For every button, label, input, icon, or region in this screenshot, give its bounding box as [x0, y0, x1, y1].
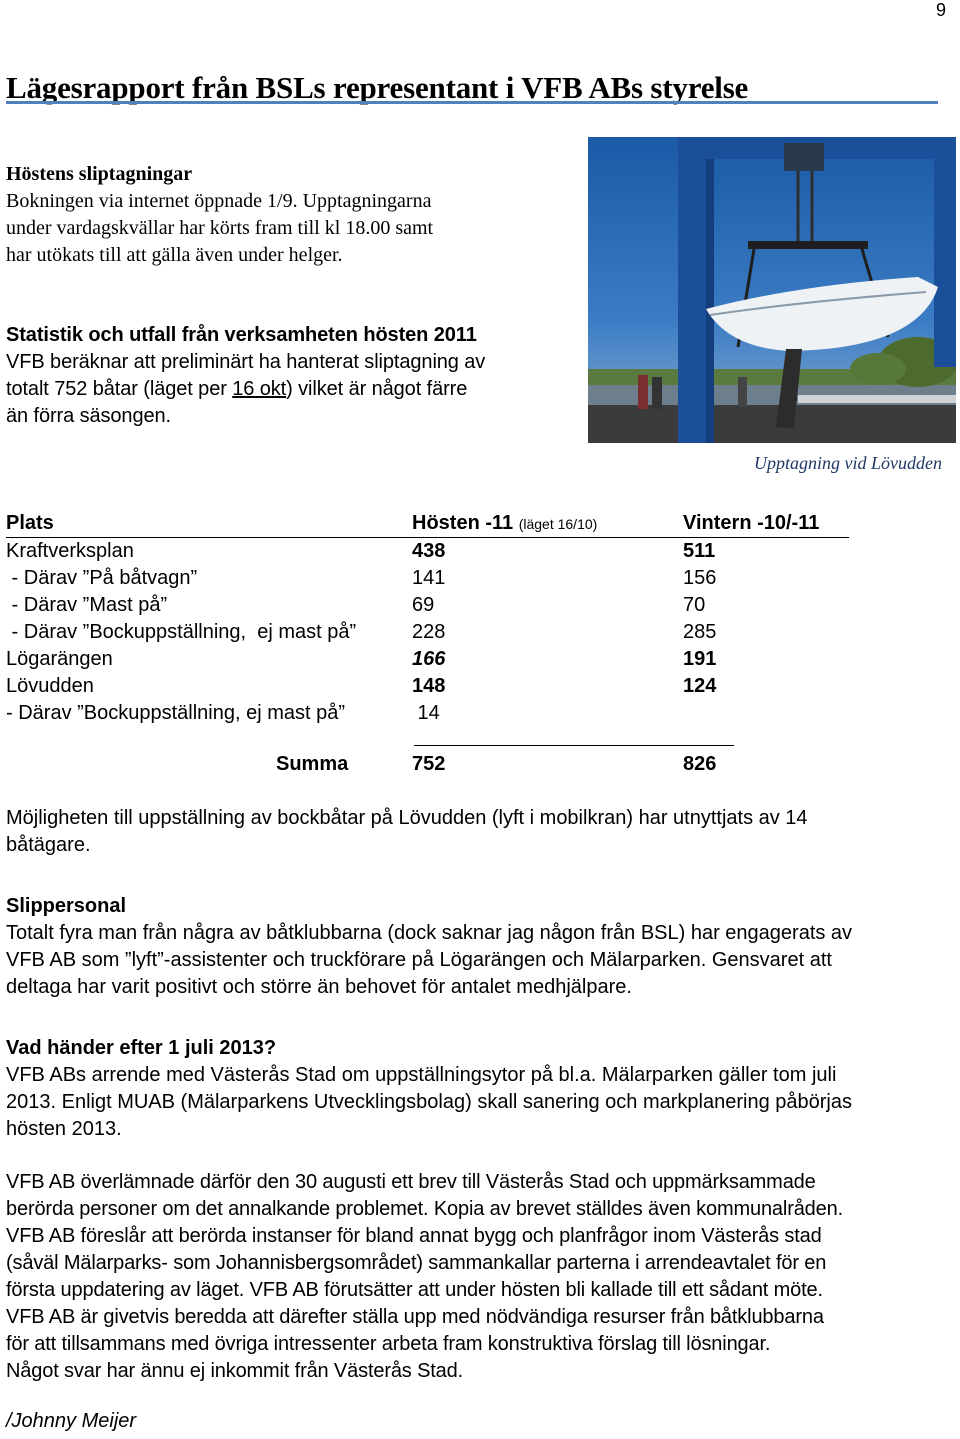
- header-hosten-note: (läget 16/10): [518, 516, 598, 532]
- paragraph-line: 2013. Enligt MUAB (Mälarparkens Utvecklingsbolag) skall sanering och markplanering påbörjas: [6, 1091, 852, 1113]
- cell-hosten: 69: [412, 594, 435, 616]
- paragraph-line: under vardagskvällar har körts fram till kl 18.00 samt: [6, 217, 434, 239]
- paragraph-line: hösten 2013.: [6, 1118, 122, 1140]
- section-statistik: [6, 322, 485, 430]
- underlined-date: 16 okt: [232, 378, 287, 400]
- paragraph-line: VFB AB föreslår att berörda instanser för bland annat bygg och planfrågor inom Västerås stad: [6, 1225, 822, 1247]
- paragraph-line: VFB ABs arrende med Västerås Stad om uppställningsytor på bl.a. Mälarparken gäller tom juli: [6, 1064, 837, 1086]
- section-heading: Statistik och utfall från verksamheten hösten 2011: [6, 324, 477, 346]
- section-heading: Vad händer efter 1 juli 2013?: [6, 1037, 277, 1059]
- boat-crane-illustration: [588, 137, 956, 443]
- paragraph-line: har utökats till att gälla även under helger.: [6, 244, 343, 266]
- table-header: [6, 510, 849, 538]
- header-vintern: Vintern -10/-11: [683, 512, 820, 534]
- paragraph-line: än förra säsongen.: [6, 405, 171, 427]
- paragraph-line: VFB AB är givetvis beredda att därefter ställa upp med nödvändiga resurser från båtklubbarna: [6, 1306, 824, 1328]
- paragraph-line: VFB AB överlämnade därför den 30 augusti ett brev till Västerås Stad och uppmärksammade: [6, 1171, 816, 1193]
- section-slip: [6, 161, 433, 269]
- cell-plats: Lövudden: [6, 675, 94, 697]
- text-span: ) vilket är något färre: [286, 378, 468, 400]
- sum-vintern: 826: [683, 753, 717, 775]
- paragraph-line: för att tillsammans med övriga intressenter arbeta fram konstruktiva förslag till lösningar.: [6, 1333, 771, 1355]
- table-row: [6, 565, 906, 592]
- cell-hosten: 438: [412, 540, 446, 562]
- boat-lift-photo: [588, 137, 956, 443]
- section-heading: Höstens sliptagningar: [6, 163, 193, 185]
- paragraph-line: VFB beräknar att preliminärt ha hanterat sliptagning av: [6, 351, 486, 373]
- paragraph-line: Möjligheten till uppställning av bockbåtar på Lövudden (lyft i mobilkran) har utnyttjats av 14: [6, 807, 808, 829]
- photo-caption: Upptagning vid Lövudden: [754, 453, 942, 473]
- page-number: 9: [935, 0, 946, 20]
- paragraph-line: Något svar har ännu ej inkommit från Västerås Stad.: [6, 1360, 464, 1382]
- table-row: [6, 646, 906, 673]
- sum-hosten: 752: [412, 753, 446, 775]
- section-heading: Slippersonal: [6, 895, 127, 917]
- cell-vintern: 191: [683, 648, 717, 670]
- cell-vintern: 156: [683, 567, 717, 589]
- paragraph-line: VFB AB som ”lyft”-assistenter och truckförare på Lögarängen och Mälarparken. Gensvaret att: [6, 949, 832, 971]
- header-hosten-label: Hösten -11: [412, 512, 519, 534]
- cell-vintern: 285: [683, 621, 717, 643]
- table-row: [6, 619, 906, 646]
- header-plats: Plats: [6, 512, 54, 534]
- cell-plats: - Därav ”Mast på”: [6, 594, 168, 616]
- paragraph-line: deltaga har varit positivt och större än behovet för antalet medhjälpare.: [6, 976, 632, 998]
- text-span: totalt 752 båtar (läget per: [6, 378, 233, 400]
- paragraph-line: [6, 376, 485, 403]
- section-slippersonal: [6, 893, 852, 1001]
- table-row: [6, 673, 906, 700]
- table-row: [6, 592, 906, 619]
- paragraph-final: [6, 1169, 843, 1385]
- paragraph-bockbatar: [6, 805, 808, 859]
- paragraph-line: första uppdatering av läget. VFB AB förutsätter att under hösten bli kallade till ett sådant möte.: [6, 1279, 823, 1301]
- cell-plats: Lögarängen: [6, 648, 113, 670]
- cell-hosten: 148: [412, 675, 446, 697]
- paragraph-line: Bokningen via internet öppnade 1/9. Upptagningarna: [6, 190, 432, 212]
- paragraph-line: båtägare.: [6, 834, 91, 856]
- table-sum-row: [6, 751, 906, 778]
- page-title: Lägesrapport från BSLs representant i VFB ABs styrelse: [6, 70, 749, 105]
- cell-vintern: 70: [683, 594, 706, 616]
- cell-plats: - Därav ”Bockuppställning, ej mast på”: [6, 621, 357, 643]
- table-row: [6, 538, 906, 565]
- table-row: [6, 700, 906, 727]
- paragraph-line: (såväl Mälarparks- som Johannisbergsområdet) sammankallar parterna i arrendeavtalet för en: [6, 1252, 827, 1274]
- sum-label: Summa: [276, 753, 349, 775]
- signature: /Johnny Meijer: [6, 1410, 137, 1432]
- cell-hosten: 14: [412, 702, 440, 724]
- paragraph-line: Totalt fyra man från några av båtklubbarna (dock saknar jag någon från BSL) har engagerats av: [6, 922, 853, 944]
- cell-hosten: 166: [412, 648, 446, 670]
- paragraph-line: berörda personer om det annalkande problemet. Kopia av brevet ställdes även kommunalråden.: [6, 1198, 844, 1220]
- statistics-table: [6, 510, 906, 727]
- sum-divider: [414, 745, 734, 746]
- cell-vintern: 124: [683, 675, 717, 697]
- header-hosten: [412, 510, 597, 538]
- cell-plats: - Därav ”På båtvagn”: [6, 567, 198, 589]
- cell-plats: Kraftverksplan: [6, 540, 134, 562]
- cell-hosten: 228: [412, 621, 446, 643]
- cell-vintern: 511: [683, 540, 716, 562]
- title-underline: [6, 101, 938, 104]
- cell-hosten: 141: [412, 567, 446, 589]
- cell-plats: - Därav ”Bockuppställning, ej mast på”: [6, 702, 346, 724]
- section-juli-2013: [6, 1035, 852, 1143]
